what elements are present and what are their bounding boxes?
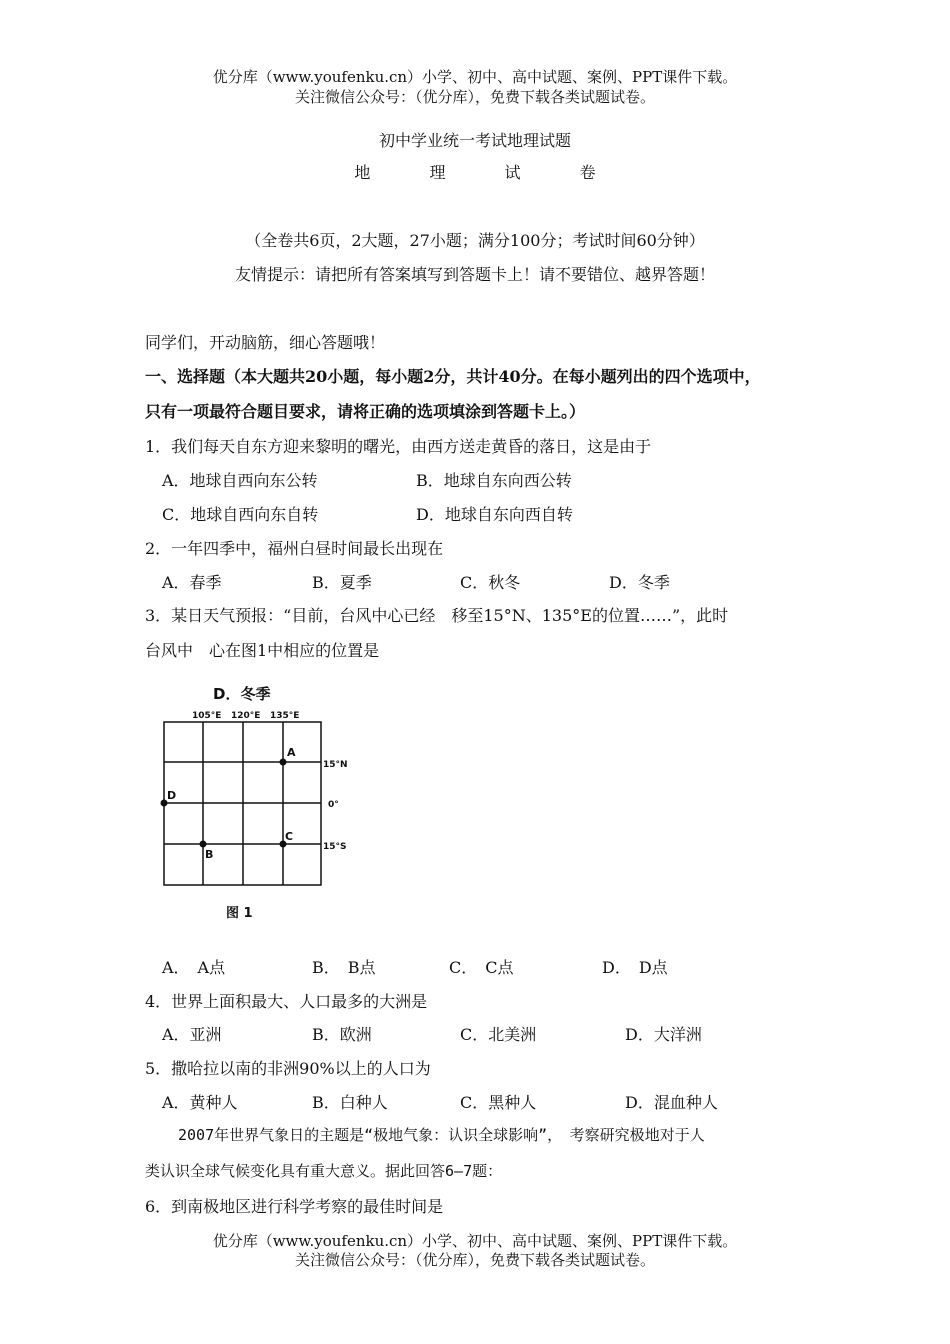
- q3-option-c: C． C点: [449, 958, 514, 977]
- q6-stem: 6．到南极地区进行科学考察的最佳时间是: [145, 1197, 444, 1216]
- lon-label: 135°E: [270, 711, 300, 721]
- point-a-label: A: [287, 746, 296, 759]
- q4-option-c: C．北美洲: [460, 1025, 537, 1044]
- lat-label: 0°: [328, 800, 339, 810]
- q3-option-b: B． B点: [312, 958, 376, 977]
- subtitle-char: 试: [504, 163, 521, 182]
- q5-option-c: C．黑种人: [460, 1093, 537, 1112]
- subtitle-char: 地: [354, 163, 371, 182]
- q5-option-a: A．黄种人: [162, 1093, 238, 1112]
- q4-stem: 4．世界上面积最大、人口最多的大洲是: [145, 992, 428, 1011]
- point-a-marker: [280, 759, 287, 766]
- q2-option-a: A．春季: [162, 573, 222, 592]
- point-b-marker: [200, 841, 207, 848]
- q2-option-c: C．秋冬: [460, 573, 521, 592]
- footer-line-1: 优分库（www.youfenku.cn）小学、初中、高中试题、案例、PPT课件下载。: [212, 1232, 738, 1250]
- q5-stem: 5．撒哈拉以南的非洲90%以上的人口为: [145, 1059, 431, 1078]
- subtitle-char: 理: [429, 163, 446, 182]
- greeting: 同学们，开动脑筋，细心答题哦！: [145, 333, 386, 352]
- q3-stem-line-1: 3．某日天气预报：“目前，台风中心已经 移至15°N、135°E的位置……”，此时: [145, 606, 729, 625]
- header-line-1: 优分库（www.youfenku.cn）小学、初中、高中试题、案例、PPT课件下载。: [212, 68, 738, 86]
- q3-stem-line-2: 台风中 心在图1中相应的位置是: [145, 641, 380, 660]
- q5-option-d: D．混血种人: [625, 1093, 718, 1112]
- q3-option-d: D． D点: [602, 958, 668, 977]
- q4-option-a: A．亚洲: [162, 1025, 222, 1044]
- q2-stem: 2．一年四季中，福州白昼时间最长出现在: [145, 539, 444, 558]
- footer-line-2: 关注微信公众号：（优分库），免费下载各类试题试卷。: [294, 1251, 655, 1269]
- q5-option-b: B．白种人: [312, 1093, 388, 1112]
- q3-option-a: A． A点: [162, 958, 226, 977]
- q1-option-c: C．地球自西向东自转: [162, 505, 319, 524]
- point-b-label: B: [205, 848, 214, 861]
- lon-label: 120°E: [231, 711, 261, 721]
- q4-option-b: B．欧洲: [312, 1025, 372, 1044]
- section-heading-line-1: 一、选择题（本大题共20小题，每小题2分，共计40分。在每小题列出的四个选项中，: [145, 367, 761, 386]
- q4-option-d: D．大洋洲: [625, 1025, 702, 1044]
- q1-option-a: A．地球自西向东公转: [162, 471, 318, 490]
- lon-label: 105°E: [192, 711, 222, 721]
- q1-option-b: B．地球自东向西公转: [416, 471, 572, 490]
- figure-overtext: D．冬季: [213, 685, 271, 703]
- q2-option-d: D．冬季: [609, 573, 670, 592]
- passage-line-1: 2007年世界气象日的主题是“极地气象：认识全球影响”， 考察研究极地对于人: [178, 1126, 705, 1144]
- q2-option-b: B．夏季: [312, 573, 372, 592]
- point-d-label: D: [167, 789, 177, 802]
- q1-stem: 1．我们每天自东方迎来黎明的曙光，由西方送走黄昏的落日，这是由于: [145, 437, 652, 456]
- exam-subtitle: [0, 160, 950, 183]
- exam-tip: 友情提示：请把所有答案填写到答题卡上！请不要错位、越界答题！: [234, 265, 715, 284]
- point-c-label: C: [285, 830, 294, 843]
- exam-title: 初中学业统一考试地理试题: [378, 131, 571, 150]
- figure-caption: 图 1: [226, 906, 253, 921]
- subtitle-char: 卷: [579, 163, 596, 182]
- grid-lines: [164, 722, 321, 885]
- section-heading-line-2: 只有一项最符合题目要求，请将正确的选项填涂到答题卡上。）: [145, 402, 586, 421]
- q1-option-d: D．地球自东向西自转: [416, 505, 573, 524]
- lat-label: 15°N: [323, 760, 348, 770]
- header-line-2: 关注微信公众号：（优分库），免费下载各类试题试卷。: [294, 88, 655, 106]
- exam-meta: （全卷共6页，2大题，27小题；满分100分；考试时间60分钟）: [245, 231, 705, 250]
- lat-label: 15°S: [323, 842, 347, 852]
- figure-1-grid-map: [150, 680, 360, 925]
- passage-line-2: 类认识全球气候变化具有重大意义。据此回答6—7题：: [145, 1162, 503, 1180]
